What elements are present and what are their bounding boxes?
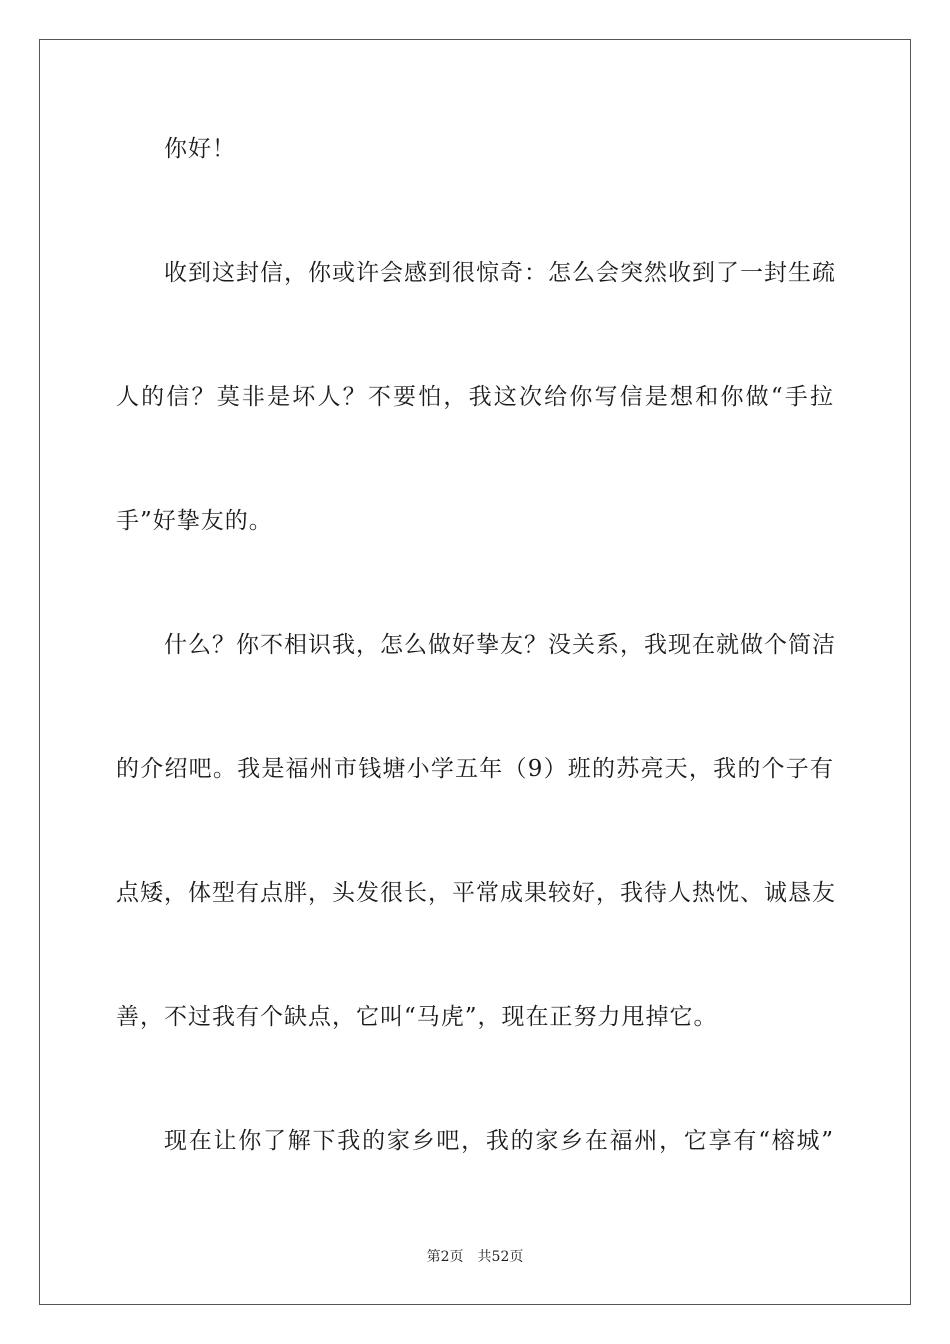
paragraph-line: 手”好挚友的。 [116, 508, 273, 534]
greeting-line: 你好！ [164, 136, 236, 162]
paragraph-line: 人的信？莫非是坏人？不要怕，我这次给你写信是想和你做“手拉 [116, 384, 834, 410]
page-total: 共52页 [477, 1249, 524, 1265]
paragraph-line: 什么？你不相识我，怎么做好挚友？没关系，我现在就做个简洁 [164, 632, 836, 658]
document-body [116, 124, 834, 1240]
paragraph-line: 点矮，体型有点胖，头发很长，平常成果较好，我待人热忱、诚恳友 [116, 880, 836, 906]
page-footer [0, 1246, 950, 1266]
paragraph-line: 的介绍吧。我是福州市钱塘小学五年（9）班的苏亮天，我的个子有 [116, 756, 834, 782]
paragraph-line: 收到这封信，你或许会感到很惊奇：怎么会突然收到了一封生疏 [164, 260, 836, 286]
page-number: 第2页 [426, 1249, 464, 1265]
paragraph-line: 善，不过我有个缺点，它叫“马虎”，现在正努力甩掉它。 [116, 1004, 718, 1030]
paragraph-line: 现在让你了解下我的家乡吧，我的家乡在福州，它享有“榕城” [164, 1128, 834, 1154]
